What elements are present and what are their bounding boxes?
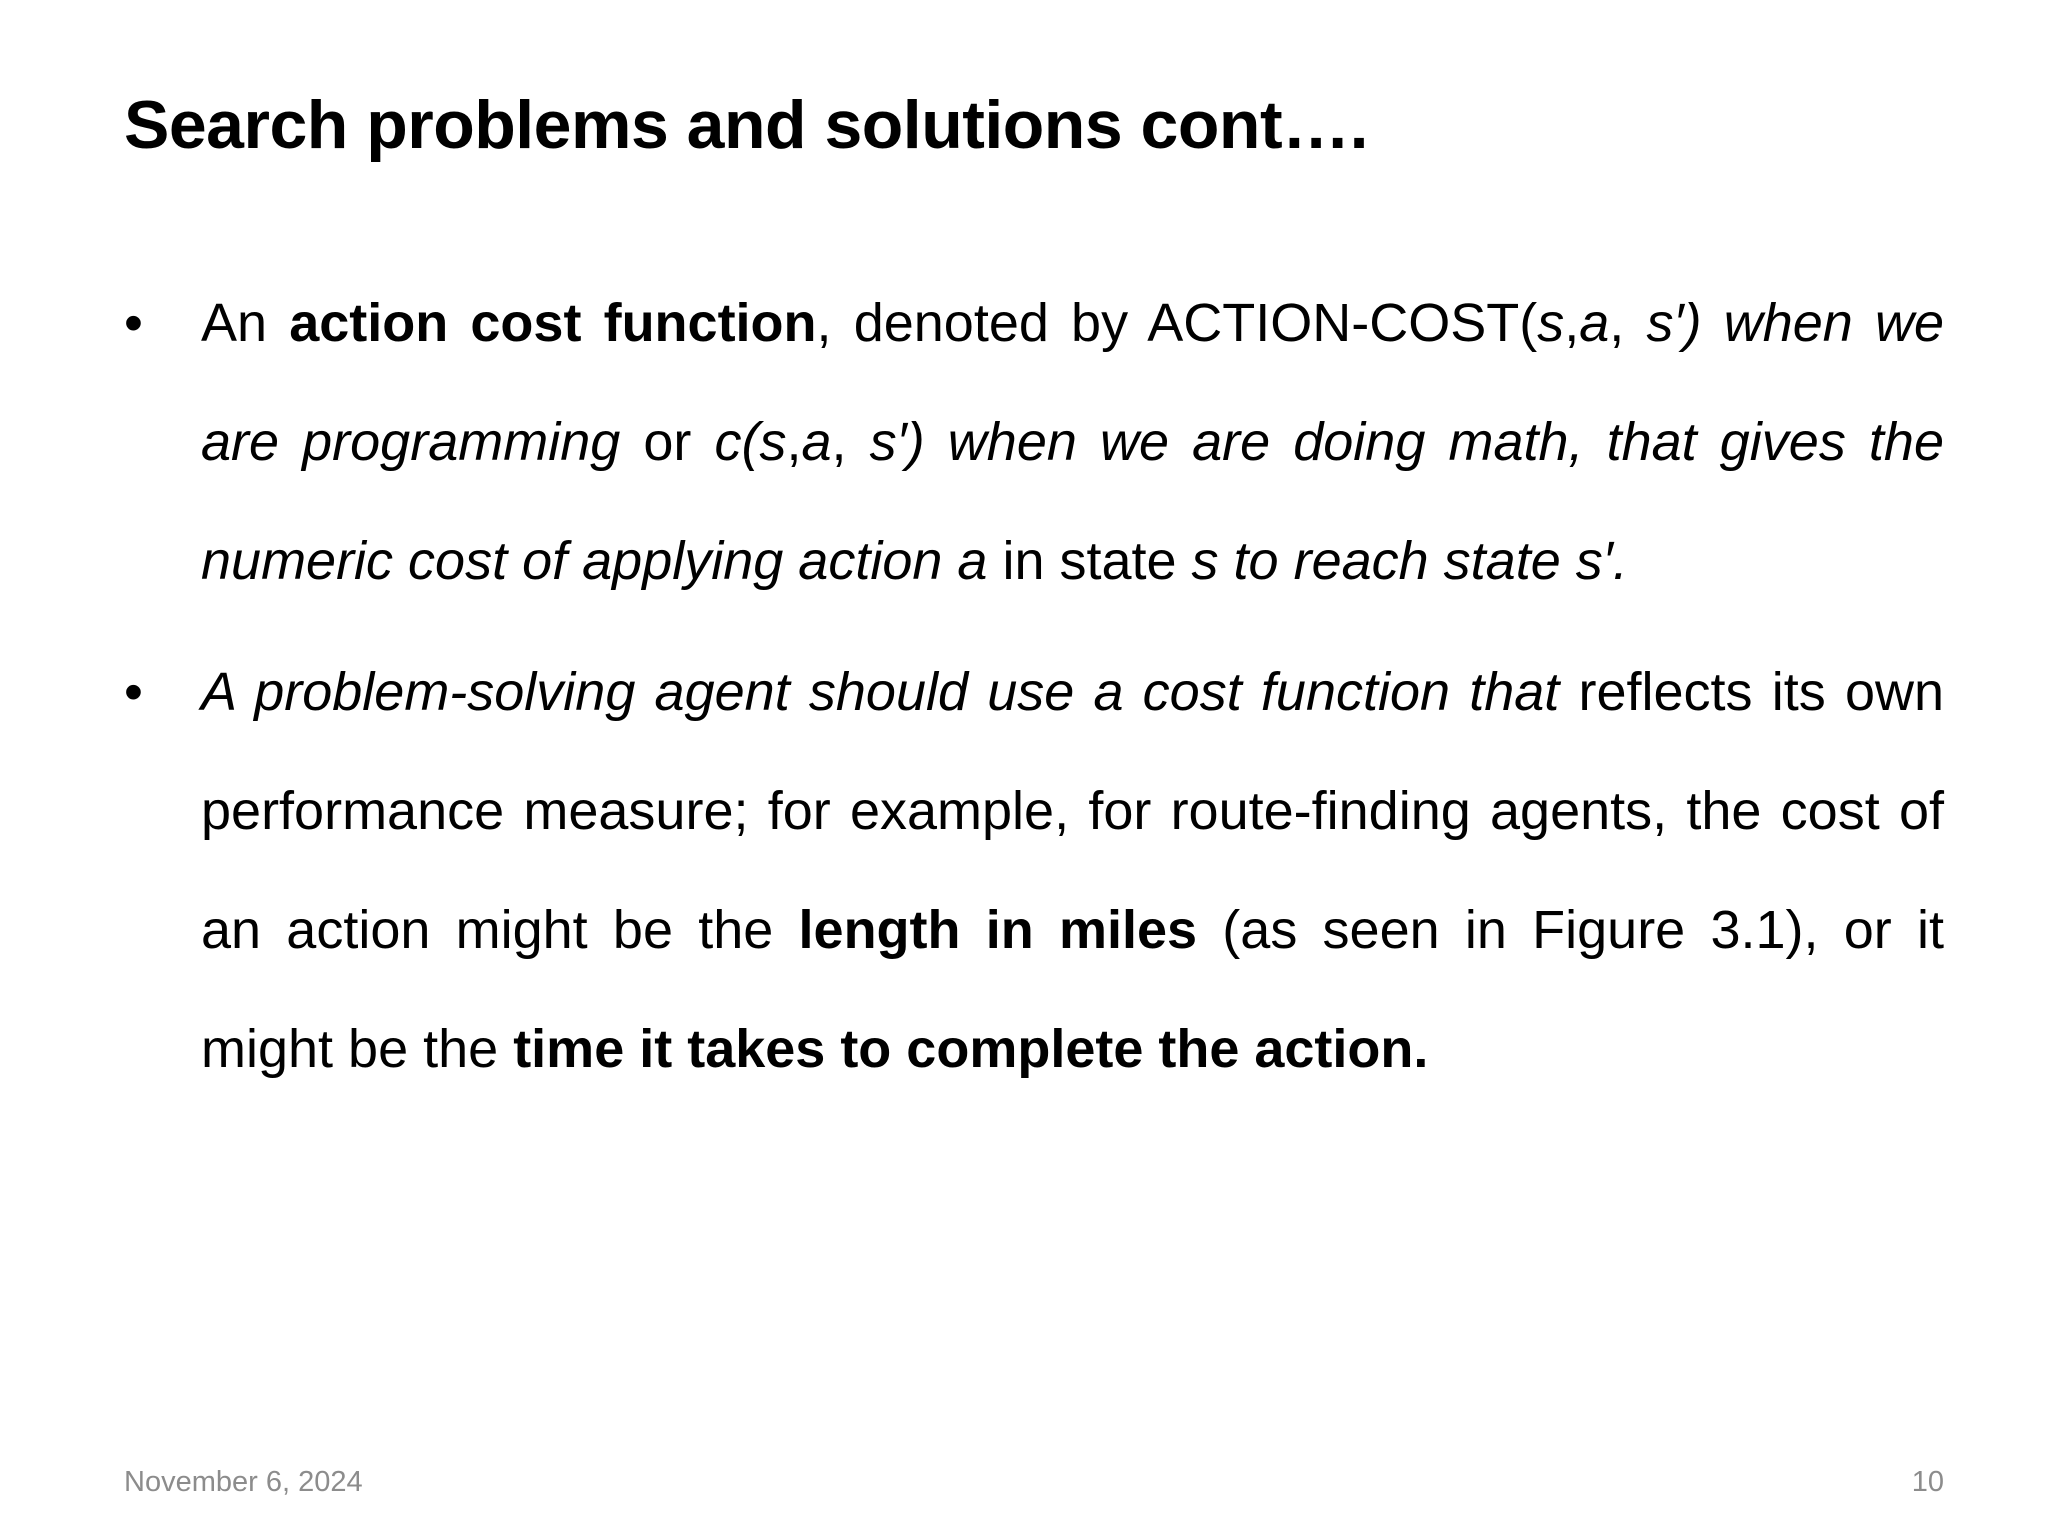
- text-run-italic: a: [1579, 293, 1610, 353]
- text-run: reflects its own performance measure; for example, for route-finding agents, the cost of an action might be the: [201, 662, 1944, 960]
- text-run: in state: [987, 531, 1192, 591]
- bullet-text: [201, 662, 1944, 1079]
- text-run-italic: A problem-solving agent should use a cost function that: [201, 662, 1560, 722]
- footer-date: November 6, 2024: [124, 1466, 363, 1498]
- bullet-text: [201, 293, 1944, 591]
- page-number: 10: [1911, 1466, 1944, 1498]
- bullet-list: [124, 264, 1944, 1121]
- text-run: An: [201, 293, 290, 353]
- bullet-icon: •: [124, 293, 143, 353]
- text-run-italic: s: [1537, 293, 1565, 353]
- text-run: ,: [831, 412, 870, 472]
- text-run-italic: a: [801, 412, 832, 472]
- text-run: or: [620, 412, 715, 472]
- text-run-italic: s′) when we are doing math, that gives the numeric cost of applying action a: [201, 412, 1944, 591]
- text-run: , denoted by ACTION-COST(: [816, 293, 1538, 353]
- text-run: (as seen in Figure 3.1), or it might be the: [201, 900, 1944, 1079]
- bullet-icon: •: [124, 662, 143, 722]
- text-run-bold: length in miles: [798, 900, 1198, 960]
- bullet-action-cost: [124, 264, 1944, 621]
- text-run: ,: [1609, 293, 1647, 353]
- text-run-italic: c(s: [714, 412, 787, 472]
- text-run-bold: action cost function: [289, 293, 817, 353]
- text-run-bold: time it takes to complete the action.: [513, 1019, 1429, 1079]
- text-run: ,: [1564, 293, 1580, 353]
- text-run-italic: s to reach state s′.: [1191, 531, 1628, 591]
- bullet-cost-function: [124, 633, 1944, 1109]
- text-run-italic: s′) when we are programming: [201, 293, 1945, 472]
- text-run: ,: [786, 412, 802, 472]
- slide-title: Search problems and solutions cont….: [124, 87, 1368, 163]
